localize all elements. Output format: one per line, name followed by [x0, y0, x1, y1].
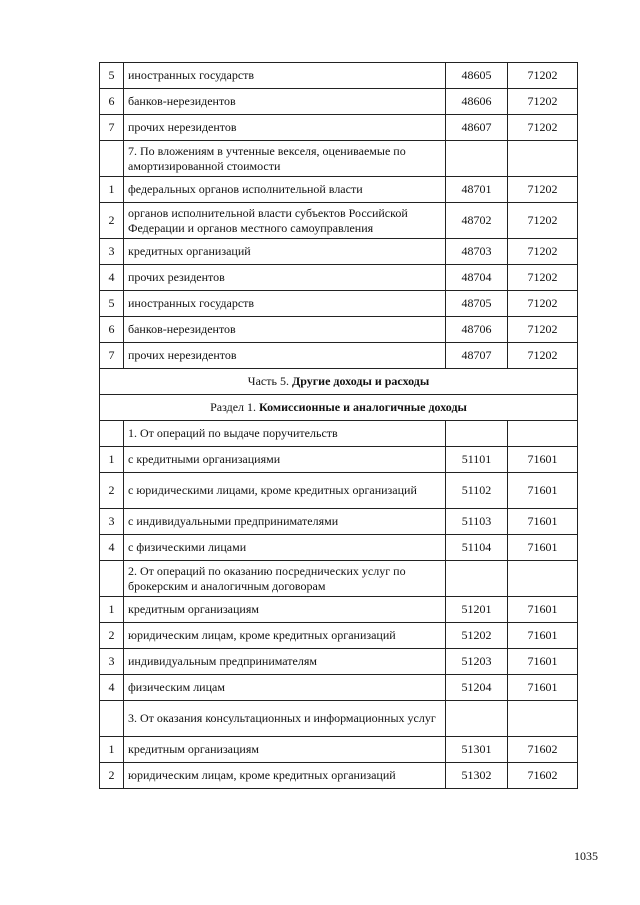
table-row	[100, 649, 578, 675]
row-account-cell: 71601	[508, 675, 578, 701]
row-number-cell: 4	[100, 535, 124, 561]
row-code-cell: 51202	[446, 623, 508, 649]
row-number-cell: 4	[100, 675, 124, 701]
row-account-cell: 71601	[508, 535, 578, 561]
row-account-cell: 71202	[508, 89, 578, 115]
row-account-cell: 71602	[508, 737, 578, 763]
row-account-cell: 71601	[508, 649, 578, 675]
row-name-cell: прочих резидентов	[124, 265, 446, 291]
table-row	[100, 763, 578, 789]
row-account-cell: 71202	[508, 115, 578, 141]
row-code-cell: 48706	[446, 317, 508, 343]
section-prefix: Часть 5.	[247, 374, 289, 388]
accounts-table	[99, 62, 578, 789]
row-account-cell: 71202	[508, 291, 578, 317]
row-code-cell: 51101	[446, 447, 508, 473]
row-account-cell: 71202	[508, 317, 578, 343]
row-number-cell: 5	[100, 291, 124, 317]
row-name-cell: с юридическими лицами, кроме кредитных организаций	[124, 473, 446, 509]
row-number-cell: 1	[100, 597, 124, 623]
row-number-cell: 4	[100, 265, 124, 291]
table-row	[100, 509, 578, 535]
row-name-cell: физическим лицам	[124, 675, 446, 701]
table-row	[100, 203, 578, 239]
group-heading-row	[100, 561, 578, 597]
table-row	[100, 535, 578, 561]
row-name-cell: банков-нерезидентов	[124, 89, 446, 115]
row-name-cell: прочих нерезидентов	[124, 115, 446, 141]
row-name-cell: юридическим лицам, кроме кредитных организаций	[124, 623, 446, 649]
row-code-cell: 48607	[446, 115, 508, 141]
row-code-cell: 48707	[446, 343, 508, 369]
row-account-cell	[508, 561, 578, 597]
row-number-cell	[100, 701, 124, 737]
group-heading-row	[100, 141, 578, 177]
row-code-cell: 51103	[446, 509, 508, 535]
table-row	[100, 89, 578, 115]
row-code-cell	[446, 421, 508, 447]
row-number-cell: 7	[100, 115, 124, 141]
section-prefix: Раздел 1.	[210, 400, 257, 414]
row-code-cell: 48702	[446, 203, 508, 239]
table-row	[100, 63, 578, 89]
row-number-cell: 3	[100, 509, 124, 535]
row-code-cell: 48605	[446, 63, 508, 89]
section-header-row	[100, 395, 578, 421]
row-account-cell: 71601	[508, 473, 578, 509]
row-name-cell: с физическими лицами	[124, 535, 446, 561]
row-account-cell	[508, 141, 578, 177]
row-name-cell: федеральных органов исполнительной власти	[124, 177, 446, 203]
row-number-cell	[100, 561, 124, 597]
row-name-cell: прочих нерезидентов	[124, 343, 446, 369]
row-code-cell	[446, 701, 508, 737]
table-row	[100, 675, 578, 701]
row-name-cell: с индивидуальными предпринимателями	[124, 509, 446, 535]
row-name-cell: кредитных организаций	[124, 239, 446, 265]
row-number-cell: 2	[100, 473, 124, 509]
row-code-cell: 48606	[446, 89, 508, 115]
row-code-cell: 51301	[446, 737, 508, 763]
row-number-cell	[100, 421, 124, 447]
row-code-cell: 51203	[446, 649, 508, 675]
row-code-cell: 51104	[446, 535, 508, 561]
table-row	[100, 239, 578, 265]
row-name-cell: 1. От операций по выдаче поручительств	[124, 421, 446, 447]
row-name-cell: иностранных государств	[124, 291, 446, 317]
row-number-cell: 3	[100, 649, 124, 675]
row-code-cell	[446, 141, 508, 177]
row-number-cell: 2	[100, 623, 124, 649]
row-number-cell: 1	[100, 177, 124, 203]
row-code-cell: 51201	[446, 597, 508, 623]
table-row	[100, 447, 578, 473]
row-name-cell: 7. По вложениям в учтенные векселя, оцениваемые по амортизированной стоимости	[124, 141, 446, 177]
row-account-cell: 71601	[508, 447, 578, 473]
row-name-cell: 2. От операций по оказанию посреднических услуг по брокерским и аналогичным договорам	[124, 561, 446, 597]
row-number-cell: 2	[100, 763, 124, 789]
row-number-cell: 1	[100, 447, 124, 473]
row-number-cell: 5	[100, 63, 124, 89]
table-row	[100, 177, 578, 203]
page-number: 1035	[574, 849, 598, 863]
row-name-cell: индивидуальным предпринимателям	[124, 649, 446, 675]
section-header-cell	[100, 395, 578, 421]
row-name-cell: с кредитными организациями	[124, 447, 446, 473]
table-row	[100, 291, 578, 317]
section-title: Комиссионные и аналогичные доходы	[259, 400, 467, 414]
row-code-cell: 48703	[446, 239, 508, 265]
row-name-cell: 3. От оказания консультационных и информационных услуг	[124, 701, 446, 737]
row-account-cell: 71202	[508, 239, 578, 265]
row-account-cell: 71202	[508, 343, 578, 369]
row-account-cell: 71202	[508, 203, 578, 239]
row-number-cell: 2	[100, 203, 124, 239]
row-number-cell: 3	[100, 239, 124, 265]
table-row	[100, 343, 578, 369]
table-row	[100, 115, 578, 141]
table-row	[100, 317, 578, 343]
section-header-cell	[100, 369, 578, 395]
section-header-row	[100, 369, 578, 395]
row-account-cell	[508, 701, 578, 737]
row-name-cell: кредитным организациям	[124, 737, 446, 763]
row-account-cell: 71601	[508, 623, 578, 649]
group-heading-row	[100, 421, 578, 447]
table-row	[100, 265, 578, 291]
table-row	[100, 597, 578, 623]
row-code-cell: 48704	[446, 265, 508, 291]
group-heading-row	[100, 701, 578, 737]
table-row	[100, 473, 578, 509]
row-account-cell: 71202	[508, 177, 578, 203]
row-code-cell: 51102	[446, 473, 508, 509]
row-name-cell: банков-нерезидентов	[124, 317, 446, 343]
row-account-cell: 71202	[508, 63, 578, 89]
row-name-cell: органов исполнительной власти субъектов Российской Федерации и органов местного самоуправления	[124, 203, 446, 239]
row-code-cell: 48701	[446, 177, 508, 203]
row-number-cell: 1	[100, 737, 124, 763]
row-number-cell	[100, 141, 124, 177]
accounts-table-body	[100, 63, 578, 789]
row-account-cell: 71202	[508, 265, 578, 291]
row-code-cell: 48705	[446, 291, 508, 317]
row-account-cell: 71601	[508, 509, 578, 535]
row-name-cell: кредитным организациям	[124, 597, 446, 623]
row-code-cell: 51302	[446, 763, 508, 789]
row-number-cell: 7	[100, 343, 124, 369]
row-number-cell: 6	[100, 317, 124, 343]
table-row	[100, 737, 578, 763]
row-account-cell: 71602	[508, 763, 578, 789]
row-account-cell: 71601	[508, 597, 578, 623]
row-code-cell: 51204	[446, 675, 508, 701]
table-row	[100, 623, 578, 649]
row-account-cell	[508, 421, 578, 447]
row-name-cell: иностранных государств	[124, 63, 446, 89]
row-name-cell: юридическим лицам, кроме кредитных организаций	[124, 763, 446, 789]
row-code-cell	[446, 561, 508, 597]
row-number-cell: 6	[100, 89, 124, 115]
section-title: Другие доходы и расходы	[291, 374, 430, 388]
